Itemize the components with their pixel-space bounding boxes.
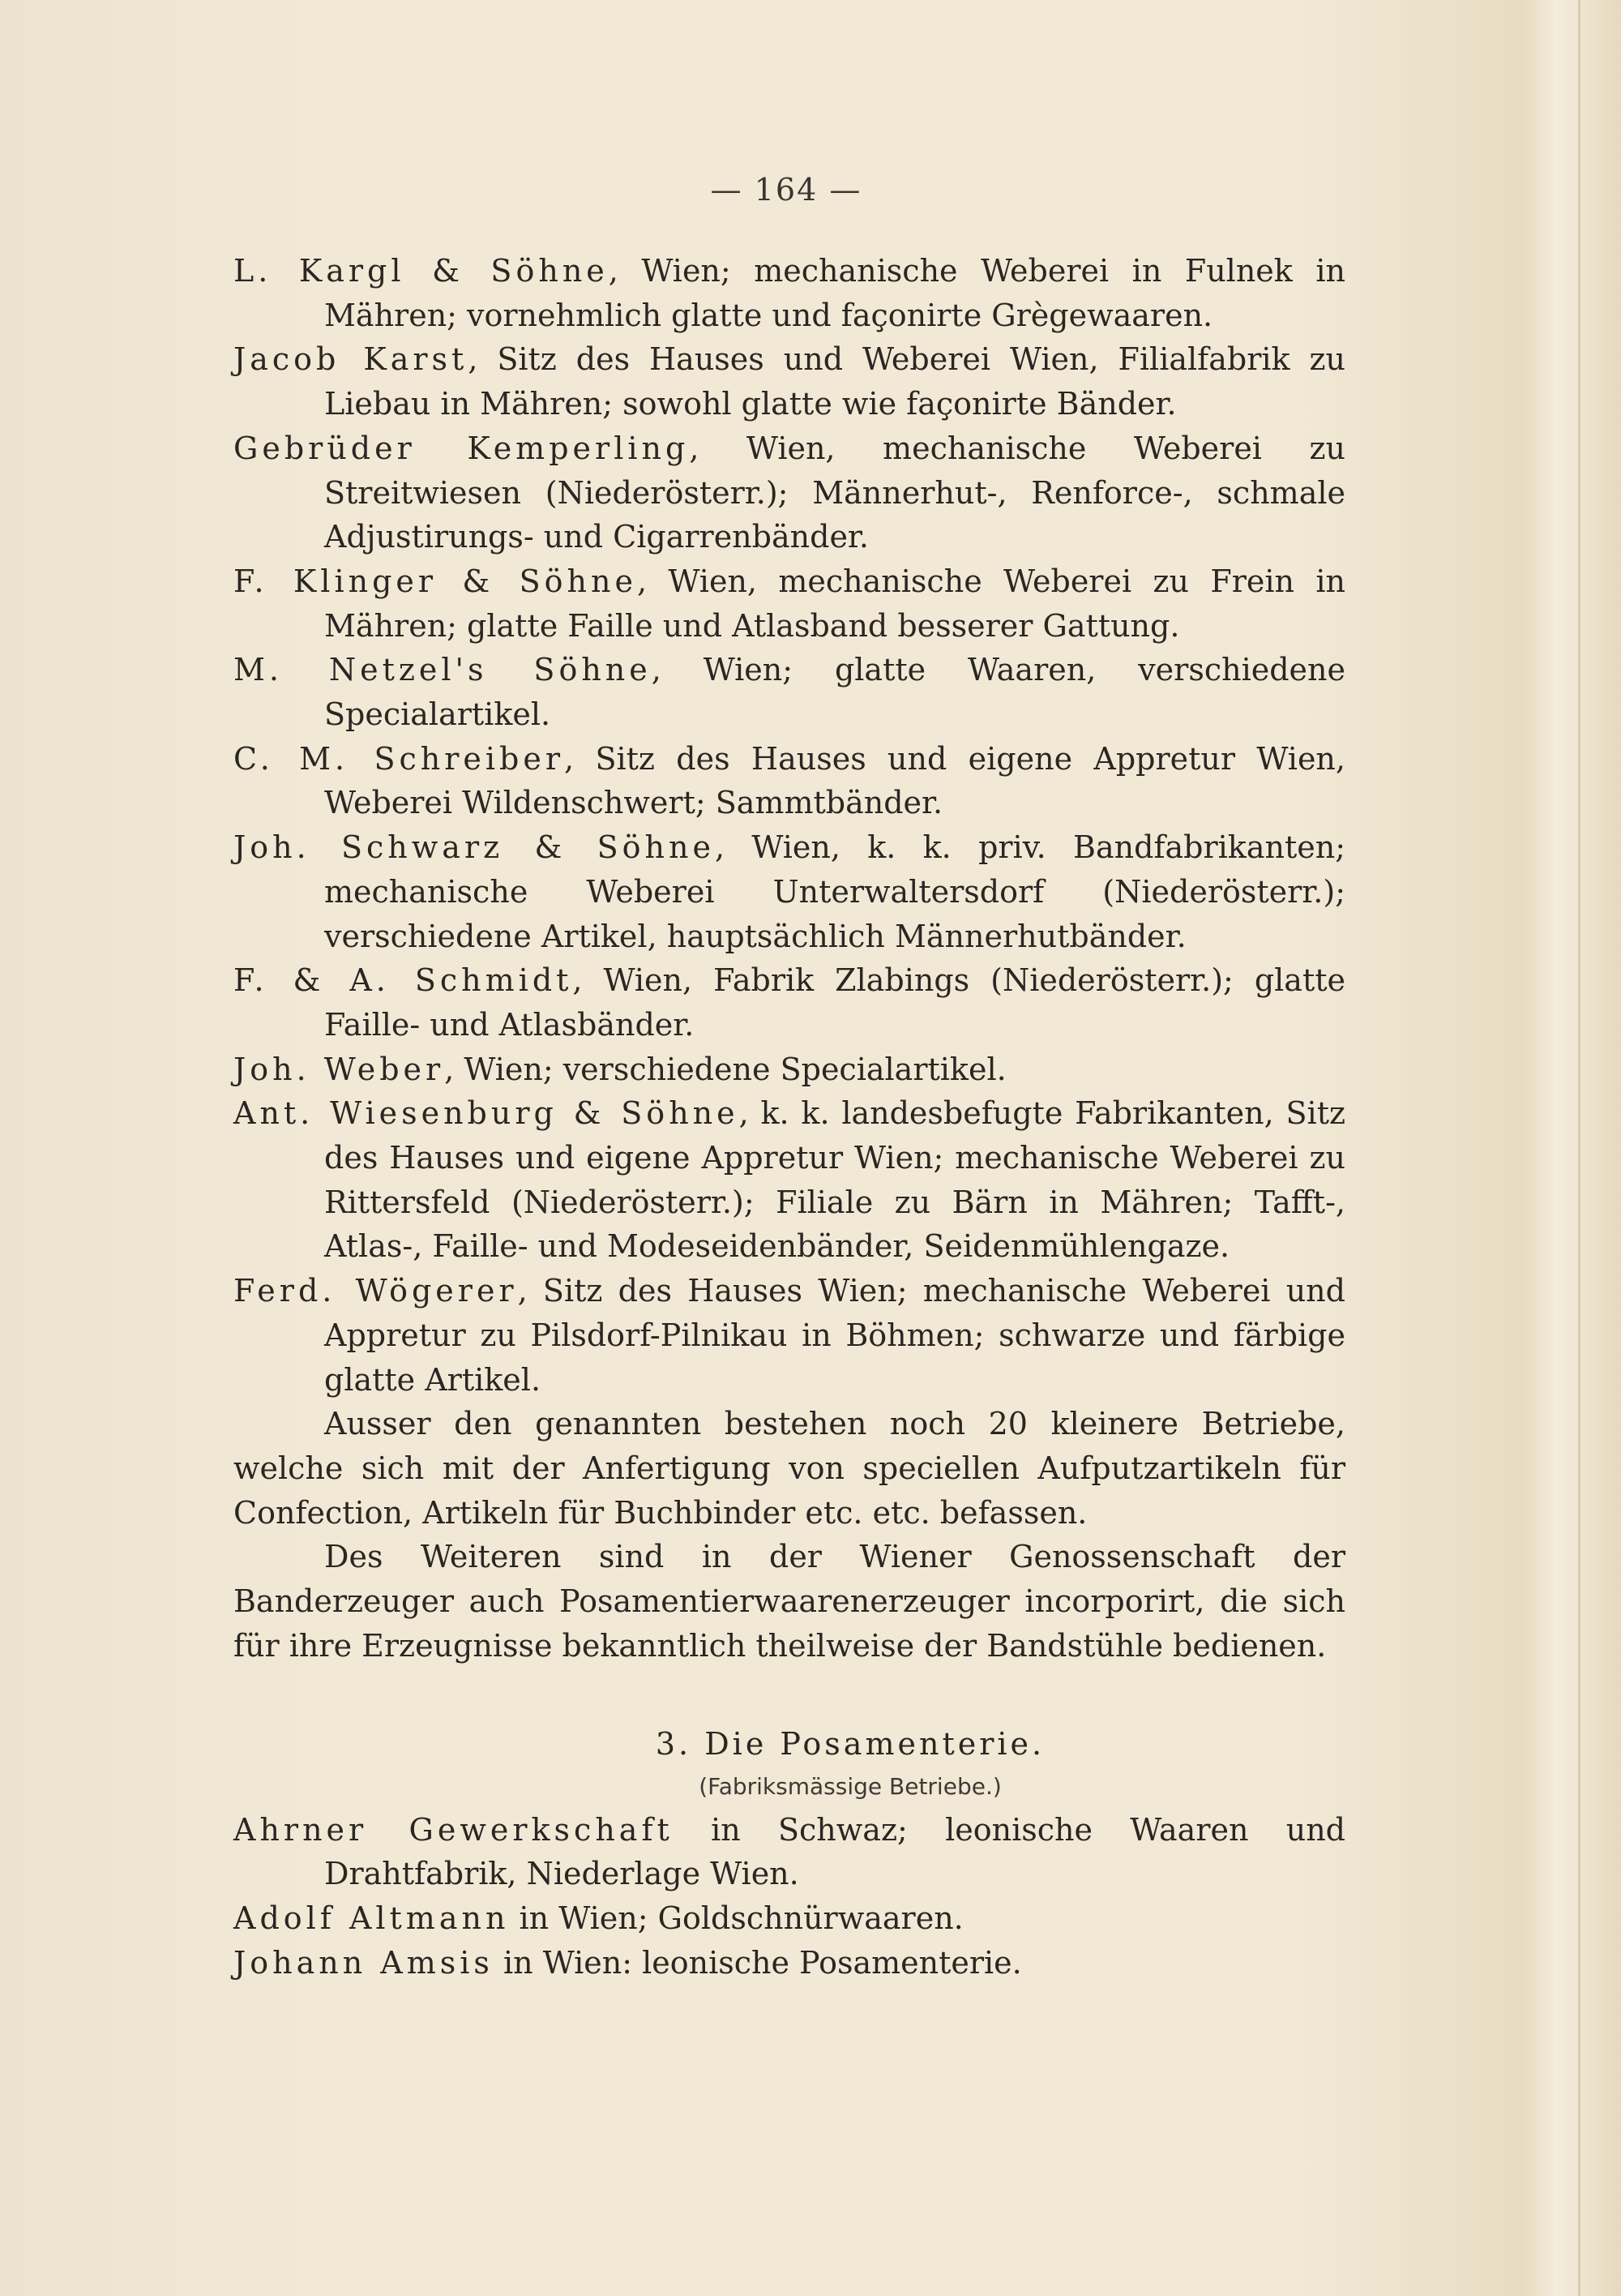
entry-name: M. Netzel's Söhne: [233, 652, 652, 688]
entry-text: , Sitz des Hauses und eigene Appretur Wien, Weberei Wildenschwert; Sammtbänder.: [324, 740, 1345, 821]
entry-text: , Sitz des Hauses Wien; mechanische Weberei und Appretur zu Pilsdorf-Pilnikau in Böhmen; schwarze und färbige glatte Artikel.: [324, 1273, 1345, 1398]
entry-schwarz: [233, 825, 1345, 958]
entry-kemperling: [233, 426, 1345, 559]
entry-klinger: [233, 559, 1345, 648]
entry-ahrner: [233, 1808, 1345, 1896]
entry-text: , Wien, mechanische Weberei zu Streitwiesen (Niederösterr.); Männerhut-, Renforce-, schmale Adjustirungs- und Cigarrenbänder.: [324, 430, 1345, 555]
page-number: — 164 —: [710, 172, 862, 208]
entry-schreiber: [233, 737, 1345, 825]
entry-text: , Wien, mechanische Weberei zu Frein in Mähren; glatte Faille und Atlasband besserer Gattung.: [324, 563, 1345, 644]
entry-woegerer: [233, 1269, 1345, 1402]
entry-name: F. & A. Schmidt: [233, 962, 573, 999]
entry-text: , Wien, Fabrik Zlabings (Niederösterr.); glatte Faille- und Atlasbänder.: [324, 962, 1345, 1043]
entry-name: F. Klinger & Söhne: [233, 563, 637, 599]
entry-text: , Sitz des Hauses und Weberei Wien, Filialfabrik zu Liebau in Mähren; sowohl glatte wie façonirte Bänder.: [324, 341, 1346, 422]
entry-text: in Schwaz; leonische Waaren und Drahtfabrik, Niederlage Wien.: [324, 1811, 1345, 1892]
entry-name: Adolf Altmann: [233, 1900, 510, 1936]
entry-wiesenburg: [233, 1091, 1345, 1269]
entry-name: Ferd. Wögerer: [233, 1273, 518, 1309]
entry-text: , k. k. landesbefugte Fabrikanten, Sitz des Hauses und eigene Appretur Wien; mechanische Weberei zu Rittersfeld (Niederösterr.); Filiale zu Bärn in Mähren; Tafft-, Atlas-, Faille- und Modeseidenbänder, Seidenmühlengaze.: [324, 1095, 1345, 1265]
paragraph-kleinere-betriebe: Ausser den genannten bestehen noch 20 kleinere Betriebe, welche sich mit der Anfertigung von speciellen Aufputzartikeln für Confection, Artikeln für Buchbinder etc. etc. befassen.: [233, 1406, 1345, 1531]
entry-text: in Wien: leonische Posamenterie.: [493, 1944, 1022, 1981]
entry-text: , Wien, k. k. priv. Bandfabrikanten; mechanische Weberei Unterwaltersdorf (Niederösterr.); verschiedene Artikel, hauptsächlich Männerhutbänder.: [324, 829, 1345, 954]
entry-name: Jacob Karst: [233, 341, 468, 378]
entry-schmidt: [233, 958, 1345, 1047]
paragraph-genossenschaft: Des Weiteren sind in der Wiener Genossenschaft der Banderzeuger auch Posamentierwaarenerzeuger incorporirt, die sich für ihre Erzeugnisse bekanntlich theilweise der Bandstühle bedienen.: [233, 1539, 1345, 1664]
entry-name: L. Kargl & Söhne: [233, 253, 609, 289]
page-body: [233, 249, 1345, 1985]
entry-name: Joh. Schwarz & Söhne: [233, 829, 715, 866]
entry-name: Ant. Wiesenburg & Söhne: [233, 1095, 739, 1132]
entry-altmann: [233, 1896, 1345, 1941]
entry-netzel: [233, 648, 1345, 736]
entry-name: Ahrner Gewerkschaft: [233, 1811, 674, 1848]
entry-amsis: [233, 1941, 1345, 1985]
section-subtitle: (Fabriksmässige Betriebe.): [699, 1772, 1002, 1800]
entry-text: , Wien; mechanische Weberei in Fulnek in Mähren; vornehmlich glatte und façonirte Grègewaaren.: [324, 253, 1345, 333]
entry-text: in Wien; Goldschnürwaaren.: [509, 1900, 964, 1936]
section-title: 3. Die Posamenterie.: [655, 1725, 1046, 1762]
page-edge: [1578, 0, 1580, 2296]
entry-name: Joh. Weber: [233, 1051, 445, 1087]
entry-name: C. M. Schreiber: [233, 740, 565, 777]
entry-weber: [233, 1047, 1345, 1092]
entry-karst: [233, 337, 1345, 426]
entry-text: , Wien; glatte Waaren, verschiedene Specialartikel.: [324, 652, 1345, 733]
entry-kargl: [233, 249, 1345, 337]
entry-name: Johann Amsis: [233, 1944, 494, 1981]
entry-text: , Wien; verschiedene Specialartikel.: [444, 1051, 1007, 1087]
entry-name: Gebrüder Kemperling: [233, 430, 690, 466]
